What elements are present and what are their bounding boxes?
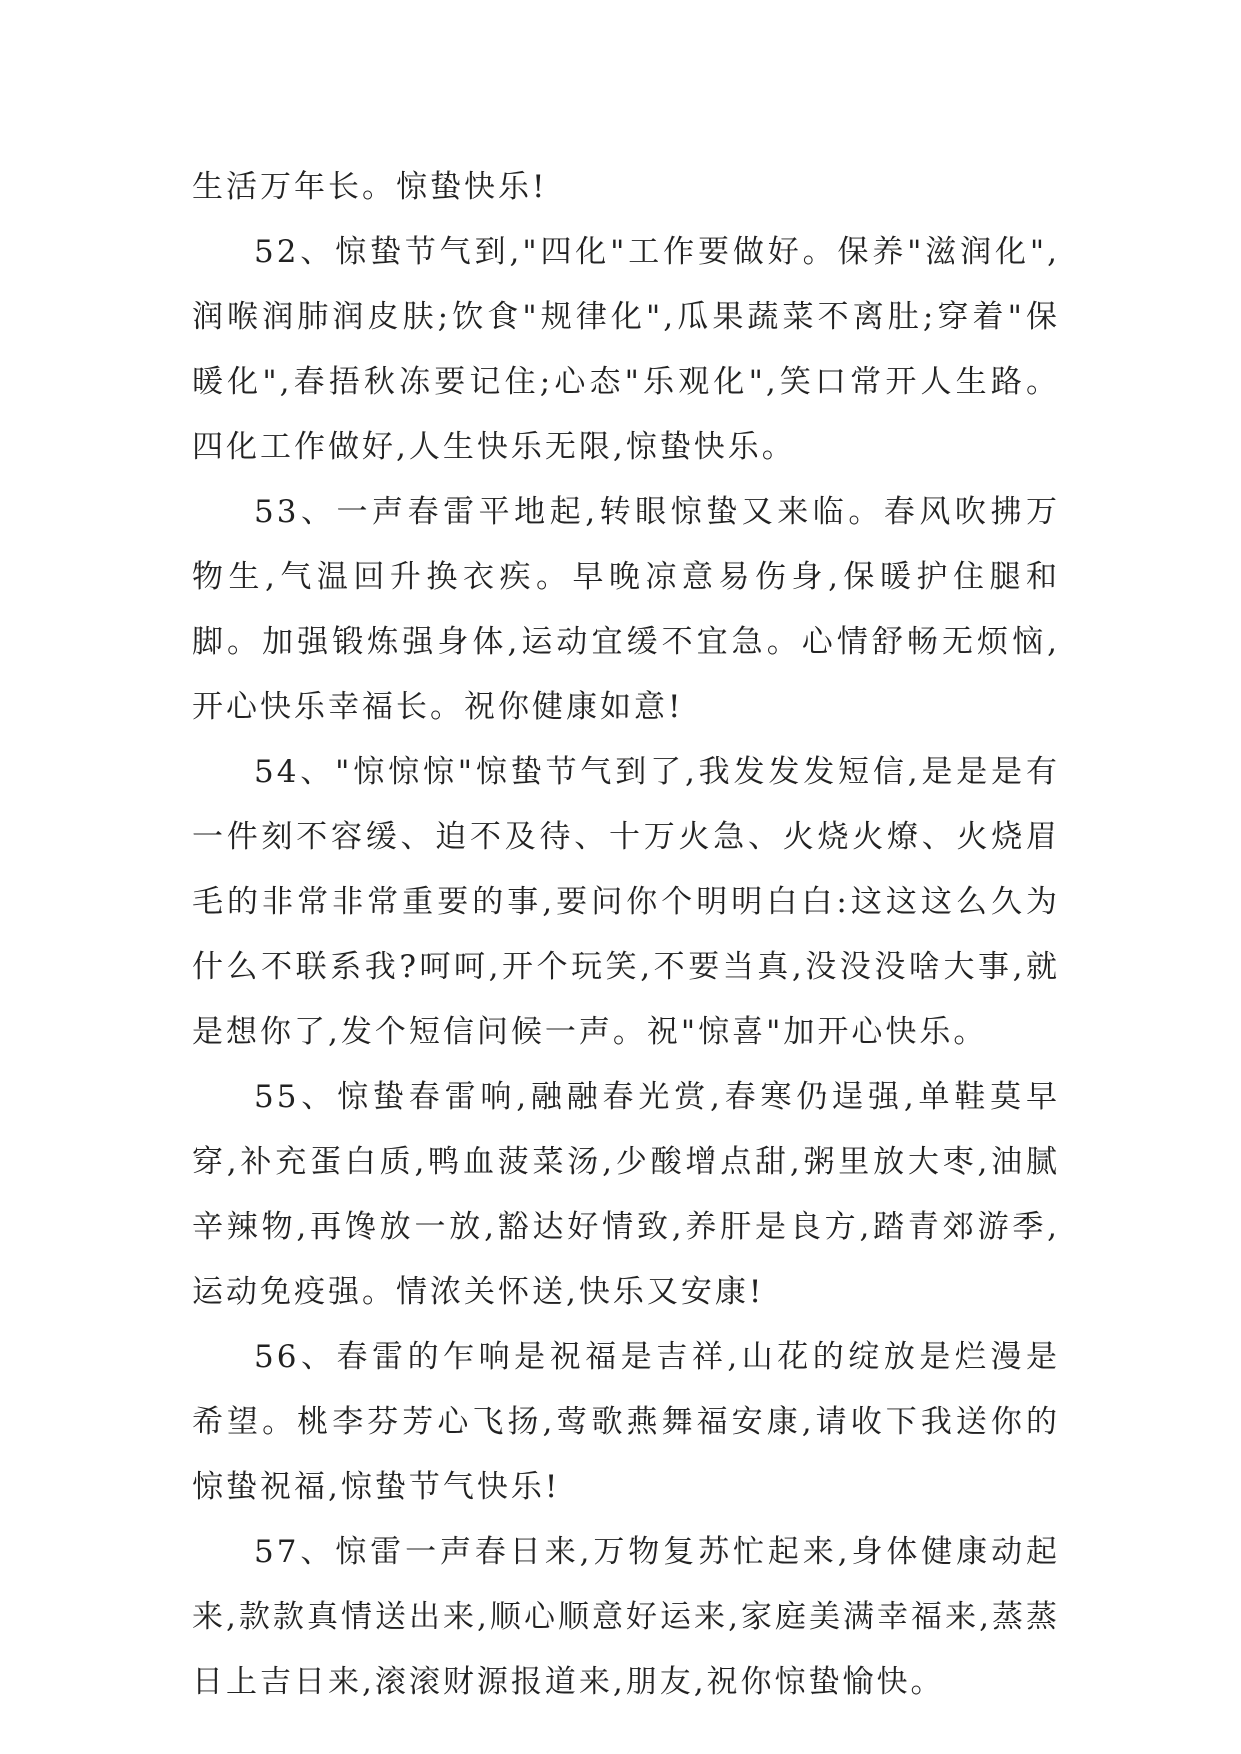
paragraph-57: 57、惊雷一声春日来,万物复苏忙起来,身体健康动起来,款款真情送出来,顺心顺意好运来,家庭美满幸福来,蒸蒸日上吉日来,滚滚财源报道来,朋友,祝你惊蛰愉快。 xyxy=(192,1534,1060,1700)
paragraph-continuation: 生活万年长。惊蛰快乐! xyxy=(192,169,548,205)
paragraph-56: 56、春雷的乍响是祝福是吉祥,山花的绽放是烂漫是希望。桃李芬芳心飞扬,莺歌燕舞福安康,请收下我送你的惊蛰祝福,惊蛰节气快乐! xyxy=(192,1339,1060,1505)
paragraph-52: 52、惊蛰节气到,"四化"工作要做好。保养"滋润化",润喉润肺润皮肤;饮食"规律化",瓜果蔬菜不离肚;穿着"保暖化",春捂秋冻要记住;心态"乐观化",笑口常开人生路。四化工作做好,人生快乐无限,惊蛰快乐。 xyxy=(192,234,1060,465)
paragraph-55: 55、惊蛰春雷响,融融春光赏,春寒仍逞强,单鞋莫早穿,补充蛋白质,鸭血菠菜汤,少酸增点甜,粥里放大枣,油腻辛辣物,再馋放一放,豁达好情致,养肝是良方,踏青郊游季,运动免疫强。情浓关怀送,快乐又安康! xyxy=(192,1079,1060,1310)
document-page xyxy=(192,155,1060,1715)
paragraph-54: 54、"惊惊惊"惊蛰节气到了,我发发发短信,是是是有一件刻不容缓、迫不及待、十万火急、火烧火燎、火烧眉毛的非常非常重要的事,要问你个明明白白:这这这么久为什么不联系我?呵呵,开个玩笑,不要当真,没没没啥大事,就是想你了,发个短信问候一声。祝"惊喜"加开心快乐。 xyxy=(192,754,1060,1050)
paragraph-53: 53、一声春雷平地起,转眼惊蛰又来临。春风吹拂万物生,气温回升换衣疾。早晚凉意易伤身,保暖护住腿和脚。加强锻炼强身体,运动宜缓不宜急。心情舒畅无烦恼,开心快乐幸福长。祝你健康如意! xyxy=(192,494,1060,725)
